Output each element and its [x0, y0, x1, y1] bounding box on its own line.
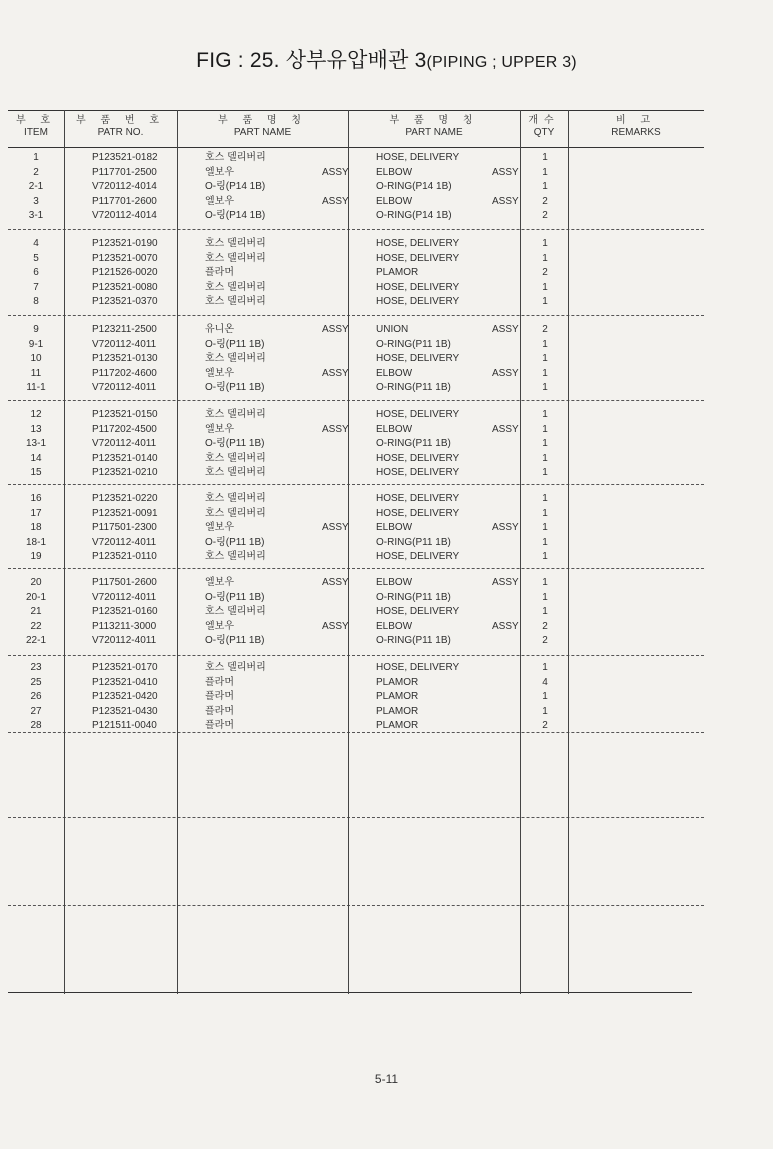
- table-row-name-en: PLAMOR: [376, 705, 419, 717]
- table-row-name-en: O-RING(P11 1B): [376, 591, 451, 603]
- table-row-assy-ko: ASSY: [322, 577, 349, 588]
- table-row-name-en: HOSE, DELIVERY: [376, 493, 460, 504]
- table-row-qty: 1: [542, 252, 548, 264]
- table-row-qty: 1: [542, 467, 548, 479]
- table-row-assy-ko: ASSY: [322, 423, 349, 435]
- table-row-part-no: P117501-2300: [92, 522, 157, 534]
- table-row-qty: 2: [542, 620, 548, 632]
- table-row-part-no: P117701-2600: [92, 195, 157, 207]
- table-row-assy-en: ASSY: [492, 195, 519, 207]
- table-row-qty: 1: [542, 522, 548, 534]
- table-row-name-en: O-RING(P14 1B): [376, 181, 452, 193]
- table-row-part-no: P117701-2500: [92, 166, 157, 178]
- table-row-name-en: PLAMOR: [376, 720, 419, 732]
- table-row-name-ko: 엘보우: [205, 166, 234, 178]
- title-main: FIG : 25. 상부유압배관 3: [196, 49, 427, 72]
- table-row-qty: 1: [542, 281, 548, 293]
- table-row-qty: 1: [542, 438, 548, 450]
- table-row-assy-en: ASSY: [492, 522, 519, 534]
- table-row-part-no: P123521-0160: [92, 606, 158, 618]
- table-row-name-ko: O-링(P11 1B): [205, 536, 265, 548]
- table-row-item: 13-1: [25, 438, 46, 450]
- header-part-no: [64, 115, 177, 139]
- table-row-item: 11-1: [26, 382, 46, 394]
- table-row-name-en: ELBOW: [376, 620, 413, 632]
- row-divider: [8, 568, 704, 569]
- table-row-part-no: P123521-0150: [92, 409, 158, 420]
- header-name-ko-en: PART NAME: [233, 127, 292, 138]
- row-divider: [8, 817, 704, 818]
- table-row-name-en: O-RING(P14 1B): [376, 210, 452, 222]
- header-name-en-en: PART NAME: [405, 127, 463, 138]
- table-row-qty: 1: [542, 493, 548, 504]
- row-divider: [8, 484, 704, 485]
- table-row-name-en: HOSE, DELIVERY: [376, 551, 460, 563]
- table-row-name-ko: 플라머: [205, 720, 234, 732]
- table-row-assy-ko: ASSY: [322, 324, 349, 335]
- table-row-part-no: P123521-0080: [92, 281, 158, 293]
- table-row-part-no: V720112-4011: [92, 338, 157, 350]
- page-title: [0, 44, 773, 74]
- table-row-item: 2-1: [28, 181, 44, 193]
- table-row-name-ko: 호스 델리버리: [205, 452, 266, 464]
- table-row-part-no: P123521-0091: [92, 507, 158, 519]
- table-row-name-ko: 플라머: [205, 705, 234, 717]
- table-row-name-ko: 호스 델리버리: [205, 662, 266, 673]
- table-row-item: 1: [33, 152, 39, 163]
- table-row-item: 11: [30, 367, 42, 379]
- header-remarks-ko: 비 고: [615, 115, 657, 126]
- table-row-name-en: HOSE, DELIVERY: [376, 606, 460, 618]
- table-row-name-ko: O-링(P11 1B): [205, 591, 265, 603]
- column-divider: [520, 110, 521, 994]
- table-row-name-ko: 호스 델리버리: [205, 409, 266, 420]
- table-row-item: 23: [30, 662, 42, 673]
- table-row-item: 8: [33, 296, 39, 308]
- table-row-name-en: ELBOW: [376, 577, 413, 588]
- table-row-part-no: P121511-0040: [92, 720, 157, 732]
- table-row-name-en: O-RING(P11 1B): [376, 536, 451, 548]
- table-row-qty: 1: [542, 423, 548, 435]
- table-row-assy-en: ASSY: [492, 577, 519, 588]
- table-row-qty: 1: [542, 591, 548, 603]
- header-qty-ko: 개수: [528, 115, 560, 126]
- header-qty-en: QTY: [533, 127, 555, 138]
- header-name-en: [348, 115, 520, 139]
- table-row-name-ko: 플라머: [205, 676, 234, 688]
- table-row-qty: 1: [542, 181, 548, 193]
- row-divider: [8, 315, 704, 316]
- table-row-qty: 1: [542, 382, 548, 394]
- table-row-name-en: O-RING(P11 1B): [376, 438, 451, 450]
- header-part-no-en: PATR NO.: [97, 127, 144, 138]
- table-row-name-ko: 호스 델리버리: [205, 238, 266, 249]
- table-row-part-no: V720112-4011: [92, 438, 157, 450]
- table-row-part-no: V720112-4011: [92, 635, 157, 647]
- row-divider: [8, 655, 704, 656]
- table-row-name-en: UNION: [376, 324, 409, 335]
- column-divider: [64, 110, 65, 994]
- table-row-item: 27: [30, 705, 42, 717]
- table-row-qty: 2: [542, 210, 548, 222]
- table-row-item: 9-1: [28, 338, 44, 350]
- table-row-part-no: P123521-0410: [92, 676, 158, 688]
- table-row-name-en: HOSE, DELIVERY: [376, 281, 460, 293]
- header-top-rule: [8, 110, 704, 111]
- table-row-name-en: HOSE, DELIVERY: [376, 662, 460, 673]
- table-row-qty: 2: [542, 720, 548, 732]
- table-row-item: 21: [30, 606, 42, 618]
- table-row-part-no: P123521-0370: [92, 296, 158, 308]
- table-row-part-no: P123521-0182: [92, 152, 158, 163]
- table-row-item: 3: [33, 195, 39, 207]
- table-row-name-ko: 엘보우: [205, 423, 234, 435]
- table-row-part-no: P123521-0140: [92, 452, 158, 464]
- table-row-name-en: HOSE, DELIVERY: [376, 296, 460, 308]
- table-row-qty: 1: [542, 238, 548, 249]
- table-row-qty: 1: [542, 152, 548, 163]
- table-row-assy-ko: ASSY: [322, 166, 349, 178]
- table-row-part-no: V720112-4014: [92, 181, 157, 193]
- table-row-item: 17: [30, 507, 42, 519]
- row-divider: [8, 905, 704, 906]
- table-row-item: 18-1: [25, 536, 46, 548]
- table-row-name-ko: 엘보우: [205, 577, 234, 588]
- table-row-part-no: V720112-4011: [92, 536, 157, 548]
- table-row-item: 16: [30, 493, 42, 504]
- table-row-name-en: ELBOW: [376, 367, 413, 379]
- table-row-name-en: O-RING(P11 1B): [376, 382, 451, 394]
- table-row-item: 22: [30, 620, 42, 632]
- table-row-name-ko: 엘보우: [205, 195, 234, 207]
- table-row-name-ko: 호스 델리버리: [205, 281, 266, 293]
- header-item-en: ITEM: [24, 127, 48, 138]
- table-row-part-no: P123521-0070: [92, 252, 158, 264]
- table-row-qty: 1: [542, 166, 548, 178]
- table-row-name-en: ELBOW: [376, 166, 413, 178]
- table-row-name-en: PLAMOR: [376, 676, 419, 688]
- table-row-item: 2: [33, 166, 39, 178]
- header-name-ko: [177, 115, 348, 139]
- table-row-name-en: HOSE, DELIVERY: [376, 507, 460, 519]
- table-row-name-ko: 엘보우: [205, 367, 234, 379]
- table-row-name-ko: 호스 델리버리: [205, 551, 266, 563]
- table-row-name-en: ELBOW: [376, 195, 413, 207]
- table-row-part-no: P113211-3000: [92, 620, 157, 632]
- table-row-name-ko: 엘보우: [205, 522, 234, 534]
- table-row-name-ko: 호스 델리버리: [205, 606, 266, 618]
- table-row-assy-en: ASSY: [492, 324, 519, 335]
- table-row-name-ko: 플라머: [205, 691, 234, 703]
- table-row-part-no: P123521-0130: [92, 353, 158, 365]
- header-remarks-en: REMARKS: [611, 127, 661, 138]
- table-row-qty: 1: [542, 452, 548, 464]
- table-row-item: 22-1: [25, 635, 46, 647]
- table-row-item: 5: [33, 252, 39, 264]
- table-row-item: 15: [30, 467, 42, 479]
- table-row-item: 25: [30, 676, 42, 688]
- table-row-qty: 1: [542, 577, 548, 588]
- table-row-name-ko: 엘보우: [205, 620, 234, 632]
- table-row-item: 4: [33, 238, 39, 249]
- table-row-part-no: P123521-0170: [92, 662, 158, 673]
- table-row-part-no: P117202-4600: [92, 367, 157, 379]
- table-row-assy-en: ASSY: [492, 367, 519, 379]
- table-row-qty: 2: [542, 195, 548, 207]
- table-row-name-en: O-RING(P11 1B): [376, 338, 451, 350]
- column-divider: [177, 110, 178, 994]
- table-row-item: 12: [30, 409, 42, 420]
- table-row-qty: 2: [542, 635, 548, 647]
- header-remarks: [568, 115, 704, 139]
- table-row-qty: 1: [542, 507, 548, 519]
- table-row-name-en: O-RING(P11 1B): [376, 635, 451, 647]
- table-row-part-no: P121526-0020: [92, 267, 158, 279]
- table-row-name-ko: 호스 델리버리: [205, 467, 266, 479]
- table-row-item: 7: [33, 281, 39, 293]
- table-row-qty: 1: [542, 409, 548, 420]
- table-row-qty: 1: [542, 705, 548, 717]
- table-row-name-en: HOSE, DELIVERY: [376, 452, 460, 464]
- table-row-qty: 1: [542, 296, 548, 308]
- table-row-item: 28: [30, 720, 42, 732]
- table-row-assy-ko: ASSY: [322, 367, 349, 379]
- table-row-item: 20-1: [25, 591, 46, 603]
- table-row-qty: 1: [542, 367, 548, 379]
- header-name-en-ko: 부 품 명 칭: [389, 115, 479, 126]
- table-row-part-no: P117501-2600: [92, 577, 157, 588]
- table-row-qty: 1: [542, 662, 548, 673]
- table-row-name-en: ELBOW: [376, 522, 413, 534]
- table-row-assy-en: ASSY: [492, 423, 519, 435]
- header-qty: [520, 115, 568, 139]
- table-row-item: 18: [30, 522, 42, 534]
- table-row-part-no: P123211-2500: [92, 324, 157, 335]
- table-row-name-ko: 호스 델리버리: [205, 493, 266, 504]
- table-row-item: 14: [30, 452, 42, 464]
- table-bottom-rule: [8, 992, 692, 993]
- table-row-name-ko: O-링(P11 1B): [205, 338, 265, 350]
- table-row-name-en: PLAMOR: [376, 267, 419, 279]
- table-row-name-en: HOSE, DELIVERY: [376, 252, 460, 264]
- table-row-qty: 2: [542, 324, 548, 335]
- table-row-name-en: HOSE, DELIVERY: [376, 467, 460, 479]
- row-divider: [8, 229, 704, 230]
- table-row-part-no: P123521-0210: [92, 467, 158, 479]
- table-row-name-ko: O-링(P11 1B): [205, 382, 265, 394]
- table-row-name-en: ELBOW: [376, 423, 413, 435]
- table-row-name-en: HOSE, DELIVERY: [376, 353, 460, 365]
- page-number: 5-11: [374, 1072, 399, 1086]
- table-row-qty: 1: [542, 338, 548, 350]
- table-row-part-no: P123521-0190: [92, 238, 158, 249]
- table-row-name-ko: O-링(P11 1B): [205, 635, 265, 647]
- table-row-name-ko: 호스 델리버리: [205, 296, 266, 308]
- table-row-name-ko: O-링(P14 1B): [205, 181, 266, 193]
- table-row-qty: 1: [542, 551, 548, 563]
- table-row-item: 6: [33, 267, 39, 279]
- table-row-item: 26: [30, 691, 42, 703]
- table-row-name-ko: O-링(P14 1B): [205, 210, 266, 222]
- header-part-no-ko: 부 품 번 호: [76, 115, 165, 126]
- table-row-name-ko: 호스 델리버리: [205, 507, 266, 519]
- table-row-part-no: P123521-0420: [92, 691, 158, 703]
- table-row-item: 20: [30, 577, 42, 588]
- table-row-name-ko: 유니온: [205, 324, 234, 335]
- table-row-item: 13: [30, 423, 42, 435]
- table-row-part-no: V720112-4011: [92, 591, 157, 603]
- header-name-ko-ko: 부 품 명 칭: [218, 115, 307, 126]
- table-row-name-ko: 호스 델리버리: [205, 353, 266, 365]
- table-row-item: 9: [33, 324, 39, 335]
- table-row-part-no: P123521-0110: [92, 551, 157, 563]
- table-row-part-no: V720112-4011: [92, 382, 157, 394]
- table-row-assy-en: ASSY: [492, 166, 519, 178]
- table-row-name-en: PLAMOR: [376, 691, 419, 703]
- table-row-qty: 1: [542, 353, 548, 365]
- table-row-name-ko: O-링(P11 1B): [205, 438, 265, 450]
- table-row-item: 19: [30, 551, 42, 563]
- header-bottom-rule: [8, 147, 704, 148]
- table-row-item: 3-1: [28, 210, 44, 222]
- table-row-name-ko: 호스 델리버리: [205, 152, 266, 163]
- column-divider: [568, 110, 569, 994]
- table-row-part-no: P117202-4500: [92, 423, 157, 435]
- column-divider: [348, 110, 349, 994]
- table-row-name-ko: 호스 델리버리: [205, 252, 266, 264]
- table-row-name-en: HOSE, DELIVERY: [376, 238, 460, 249]
- table-row-assy-en: ASSY: [492, 620, 519, 632]
- table-row-assy-ko: ASSY: [322, 620, 349, 632]
- table-row-part-no: V720112-4014: [92, 210, 157, 222]
- table-row-qty: 1: [542, 691, 548, 703]
- table-row-assy-ko: ASSY: [322, 522, 349, 534]
- table-row-part-no: P123521-0430: [92, 705, 158, 717]
- table-row-qty: 1: [542, 606, 548, 618]
- table-row-qty: 1: [542, 536, 548, 548]
- header-item-ko: 부 호: [15, 115, 57, 126]
- table-row-name-en: HOSE, DELIVERY: [376, 409, 460, 420]
- row-divider: [8, 400, 704, 401]
- table-row-qty: 2: [542, 267, 548, 279]
- table-row-name-ko: 플라머: [205, 267, 234, 279]
- title-sub: (PIPING ; UPPER 3): [426, 54, 577, 71]
- table-row-qty: 4: [542, 676, 548, 688]
- table-row-part-no: P123521-0220: [92, 493, 158, 504]
- table-row-item: 10: [30, 353, 42, 365]
- table-row-name-en: HOSE, DELIVERY: [376, 152, 460, 163]
- table-row-assy-ko: ASSY: [322, 195, 349, 207]
- header-item: [8, 115, 64, 139]
